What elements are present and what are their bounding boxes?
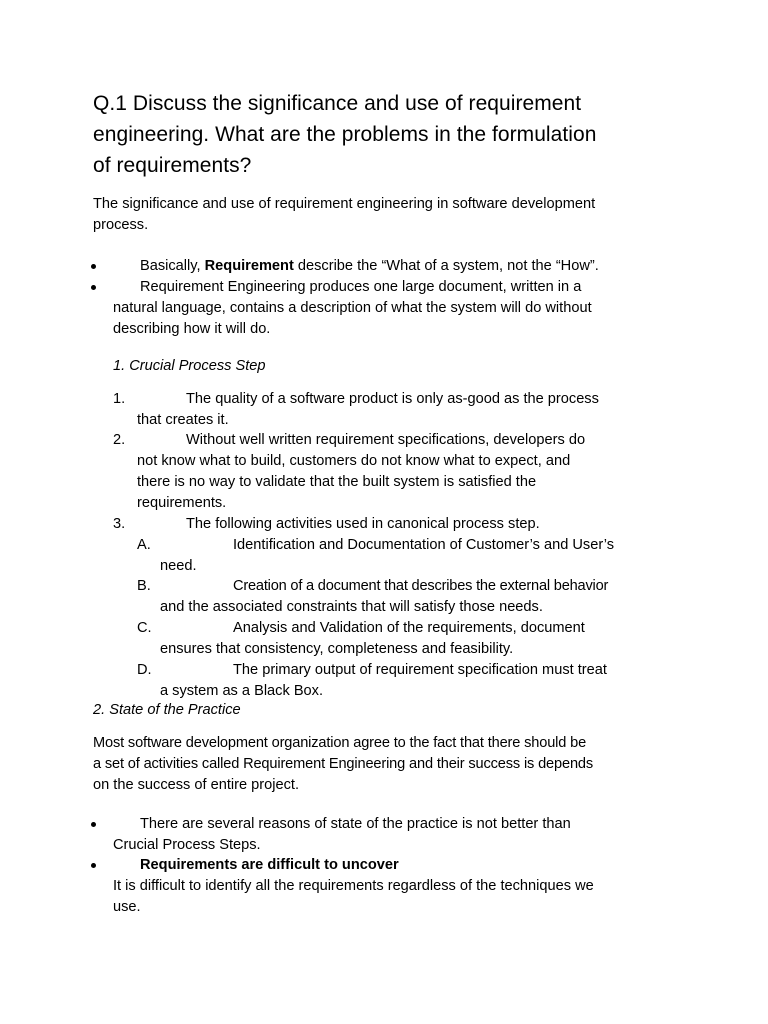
item-1-line-2: that creates it.	[137, 412, 229, 428]
item-3-line-1: The following activities used in canonical process step.	[186, 516, 540, 532]
bullet-marker	[91, 285, 96, 290]
item-2-line-4: requirements.	[137, 495, 227, 511]
bullet-basically-suffix: describe the “What of a system, not the “How”.	[293, 258, 599, 274]
bullet-reasons-line-2: Crucial Process Steps.	[113, 837, 261, 853]
section-2-para-line-3: on the success of entire project.	[93, 777, 300, 793]
question-line-3: of requirements?	[93, 154, 252, 177]
item-2-line-3: there is no way to validate that the built system is satisfied the	[137, 474, 537, 490]
bullet-re-line-3: describing how it will do.	[113, 321, 271, 337]
bullet-marker	[91, 822, 96, 827]
intro-line-1: The significance and use of requirement engineering in software development	[93, 196, 596, 212]
intro-line-2: process.	[93, 217, 149, 233]
bullet-difficult-line-2: It is difficult to identify all the requirements regardless of the techniques we	[113, 878, 594, 894]
question-line-2: engineering. What are the problems in the formulation	[93, 123, 597, 146]
subitem-a-letter: A.	[137, 537, 151, 553]
section-1-heading: 1. Crucial Process Step	[113, 358, 266, 374]
subitem-d-line-1: The primary output of requirement specification must treat	[233, 662, 607, 678]
bullet-difficult-line-3: use.	[113, 899, 141, 915]
section-2-para-line-1: Most software development organization agree to the fact that there should be	[93, 735, 587, 751]
question-line-1: Q.1 Discuss the significance and use of requirement	[93, 92, 582, 115]
bullet-basically	[140, 256, 599, 277]
bullet-reasons-line-1: There are several reasons of state of the practice is not better than	[140, 816, 571, 832]
item-3-number: 3.	[113, 516, 126, 532]
item-2-line-1: Without well written requirement specifications, developers do	[186, 432, 586, 448]
subitem-c-line-2: ensures that consistency, completeness and feasibility.	[160, 641, 514, 657]
bullet-re-line-2: natural language, contains a description of what the system will do without	[113, 300, 592, 316]
item-2-number: 2.	[113, 432, 126, 448]
subitem-d-line-2: a system as a Black Box.	[160, 683, 324, 699]
bullet-difficult-heading: Requirements are difficult to uncover	[140, 857, 399, 873]
bullet-basically-bold: Requirement	[204, 258, 294, 274]
subitem-a-line-2: need.	[160, 558, 197, 574]
bullet-marker	[91, 863, 96, 868]
subitem-d-letter: D.	[137, 662, 152, 678]
subitem-c-letter: C.	[137, 620, 152, 636]
bullet-basically-prefix: Basically,	[140, 258, 205, 274]
subitem-a-line-1: Identification and Documentation of Customer’s and User’s	[233, 537, 614, 553]
bullet-re-line-1: Requirement Engineering produces one large document, written in a	[140, 279, 582, 295]
item-1-number: 1.	[113, 391, 126, 407]
section-2-para-line-2: a set of activities called Requirement Engineering and their success is depends	[93, 756, 594, 772]
subitem-b-letter: B.	[137, 578, 151, 594]
subitem-c-line-1: Analysis and Validation of the requirements, document	[233, 620, 585, 636]
subitem-b-line-2: and the associated constraints that will satisfy those needs.	[160, 599, 543, 615]
item-2-line-2: not know what to build, customers do not know what to expect, and	[137, 453, 571, 469]
item-1-line-1: The quality of a software product is only as-good as the process	[186, 391, 599, 407]
section-2-heading: 2. State of the Practice	[93, 702, 241, 718]
subitem-b-line-1: Creation of a document that describes the external behavior	[233, 578, 609, 594]
bullet-marker	[91, 264, 96, 269]
